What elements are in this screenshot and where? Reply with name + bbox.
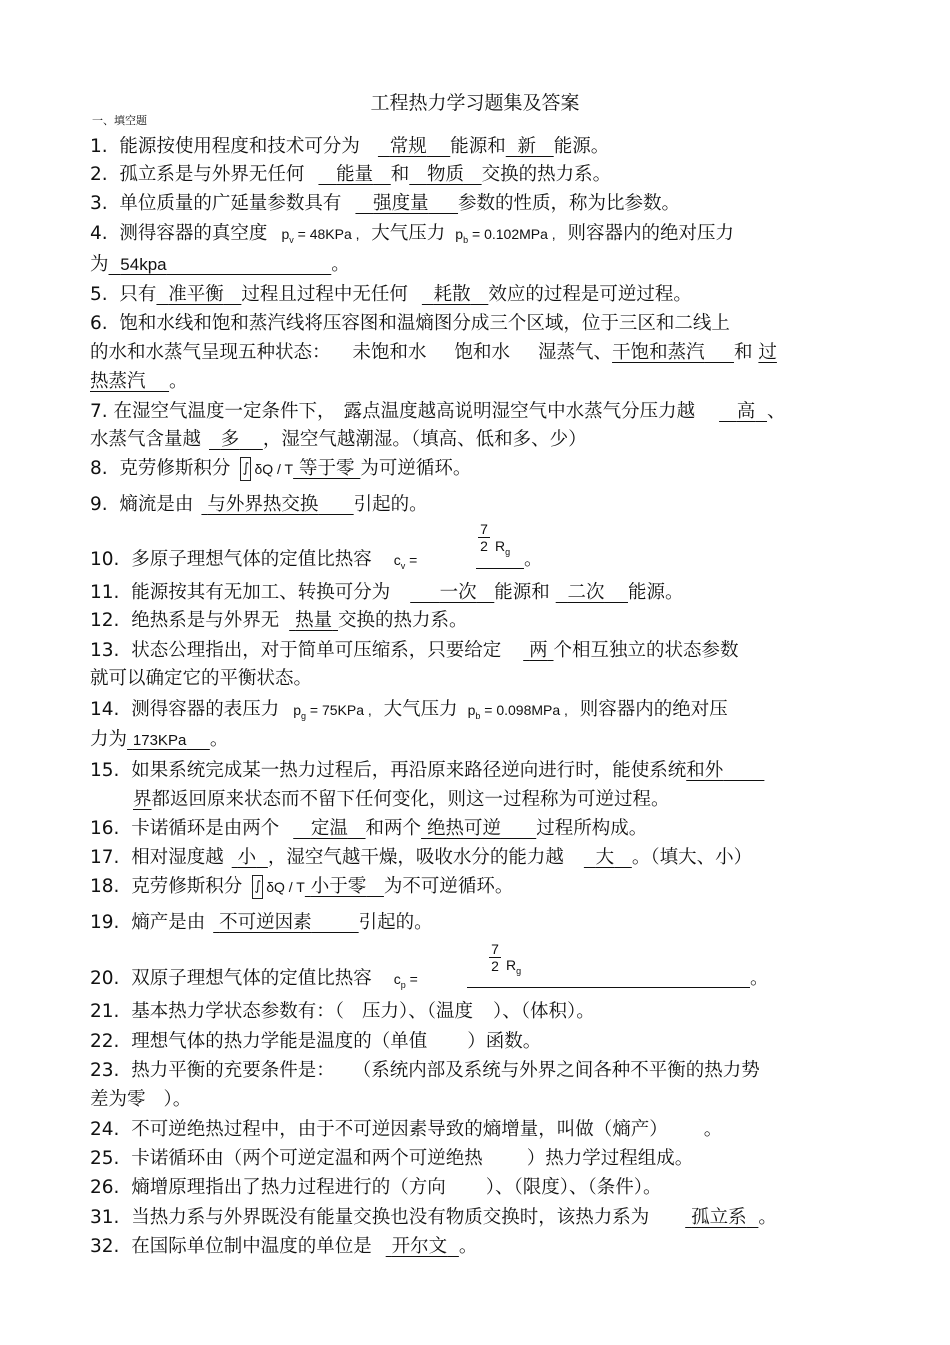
question-11: 11. 能源按其有无加工、转换可分为 一次 能源和 二次 能源。 — [90, 582, 684, 603]
answer-blank: 耗散 — [433, 284, 471, 305]
fraction-20: $\frac{7}{2}$ — [489, 941, 501, 974]
formula-cv: $c_v$ = — [393, 552, 418, 571]
answer-blank: 54kpa — [120, 255, 167, 274]
answer-blank: 能量 — [336, 164, 374, 185]
question-15: 15. 如果系统完成某一热力过程后，再沿原来路径逆向进行时，能使系统和外 — [90, 759, 764, 783]
question-23: 23. 热力平衡的充要条件是： （系统内部及系统与外界之间各种不平衡的热力势 — [90, 1060, 760, 1081]
gas-constant-20: $R_g$ — [506, 957, 522, 976]
question-18: 18. 克劳修斯积分 ∫ δQ / T 小于零 为不可逆循环。 — [90, 876, 514, 897]
question-14: 14. 测得容器的表压力 $p_g = 75KPa$ , 大气压力 $p_b = 0.098MPa$ , 则容器内的绝对压 — [90, 699, 728, 721]
question-17: 17. 相对湿度越 小 ，湿空气越干燥，吸收水分的能力越 大 。（填大、小） — [90, 847, 753, 868]
section-heading: 一、填空题 — [92, 114, 147, 127]
answer-blank: 小 — [237, 847, 257, 868]
question-4: 4. 测得容器的真空度 $p_v = 48KPa$ , 大气压力 $p_b = 0.102MPa$ , 则容器内的绝对压力 — [90, 223, 734, 245]
question-31: 31. 当热力系与外界既没有能量交换也没有物质交换时，该热力系为 孤立系 。 — [90, 1207, 777, 1228]
question-4-line2: 为 54kpa 。 — [90, 254, 350, 275]
answer-blank: 干饱和蒸汽 — [612, 342, 705, 363]
question-6: 6. 饱和水线和饱和蒸汽线将压容图和温熵图分成三个区域，位于三区和二线上 — [90, 313, 730, 334]
document-page: 工程热力学习题集及答案 一、填空题 1. 能源按使用程度和技术可分为 常规 能源和 新 能源。 2. 孤立系是与外界无任何 能量 和 物质 交换的热力系。 3. 单位质量的广延量参数具有 强度量 参数的性质，称为比参数。 4. 测得容器的真空度 $p_v = 48KPa$ , 大气压力 $p_b = 0.102MPa$ , 则容器内的绝对压力 为 54kpa 。 5. 只有 准平衡 过程且过程中无任何 耗散 效应的过程是可逆过程。 6. 饱和水线和饱和蒸汽线将压容图和温熵图分成三个区域，位于三区和二线上 的水和水蒸气呈现五种状态： 未饱和水 饱和水 湿蒸气、干饱和蒸汽 和 过 热蒸汽 。 7. 在湿空气温度一定条件下， 露点温度越高说明湿空气中水蒸气分压力越 高 、 水蒸气含量越 多 ，湿空气越潮湿。（填高、低和多、少） 8. 克劳修斯积分 ∫ δQ / T 等于零 为可逆循环。 9. 熵流是由 与外界热交换 引起的。 10. 多原子理想气体的定值比热容 $c_v$ = $\frac{7}{2}$ $R_g$ 。 11. 能源按其有无加工、转换可分为 一次 能源和 二次 能源。 12. 绝热系是与外界无 热量 交换的热力系。 13. 状态公理指出，对于简单可压缩系，只要给定 两 个相互独立的状态参数 就可以确定它的平衡状态。 14. 测得容器的表压力 $p_g = 75KPa$ , 大气压力 $p_b = 0.098MPa$ , 则容器内的绝对压 力为 173KPa 。 15. 如果系统完成某一热力过程后，再沿原来路径逆向进行时，能使系统和外 界都返回原来状态而不留下任何变化，则这一过程称为可逆过程。 16. 卡诺循环是由两个 定温 和两个 绝热可逆 过程所构成。 17. 相对湿度越 小 ，湿空气越干燥，吸收水分的能力越 大 。（填大、小） 18. 克劳修斯积分 ∫ δQ / T 小于零 为不可逆循环。 19. 熵产是由 不可逆因素 引起的。 20. 双原子理想气体的定值比热容 $c_p$ = $\frac{7}{2}$ $R_g$ 。 21. 基本热力学状态参数有：（ 压力）、（温度 ）、（体积）。 22. 理想气体的热力学能是温度的（单值 ）函数。 23. 热力平衡的充要条件是： （系统内部及系统与外界之间各种不平衡的热力势 差为零 ）。 24. 不可逆绝热过程中，由于不可逆因素导致的熵增量，叫做（熵产） 。 25. 卡诺循环由（两个可逆定温和两个可逆绝热 ）热力学过程组成。 26. 熵增原理指出了热力过程进行的（方向 ）、（限度）、（条件）。 31. 当热力系与外界既没有能量交换也没有物质交换时，该热力系为 孤立系 。 32. 在国际单位制中温度的单位是 开尔文 。 — [0, 0, 950, 1345]
question-26: 26. 熵增原理指出了热力过程进行的（方向 ）、（限度）、（条件）。 — [90, 1177, 662, 1198]
question-5: 5. 只有 准平衡 过程且过程中无任何 耗散 效应的过程是可逆过程。 — [90, 284, 692, 305]
answer-blank: 物质 — [426, 164, 464, 185]
question-13: 13. 状态公理指出，对于简单可压缩系，只要给定 两 个相互独立的状态参数 — [90, 640, 739, 661]
question-9: 9. 熵流是由 与外界热交换 引起的。 — [90, 494, 428, 515]
question-13-line2: 就可以确定它的平衡状态。 — [90, 668, 313, 689]
formula-atm: $p_b = 0.102MPa$ , — [455, 226, 556, 245]
answer-blank: 开尔文 — [391, 1236, 448, 1257]
answer-blank: 定温 — [310, 818, 348, 839]
formula-atm: $p_b = 0.098MPa$ , — [467, 702, 568, 721]
answer-blank: 热量 — [295, 610, 333, 631]
answer-blank: 多 — [220, 429, 240, 450]
answer-blank: 孤立系 — [691, 1207, 747, 1228]
question-6-line3: 热蒸汽 。 — [90, 371, 188, 392]
formula-vacuum: $p_v = 48KPa$ , — [281, 226, 360, 245]
answer-blank: 等于零 — [298, 458, 355, 479]
question-8: 8. 克劳修斯积分 ∫ δQ / T 等于零 为可逆循环。 — [90, 458, 472, 479]
question-15-line2: 界都返回原来状态而不留下任何变化，则这一过程称为可逆过程。 — [133, 789, 670, 810]
answer-blank: 准平衡 — [168, 284, 224, 305]
gas-constant-10: $R_g$ — [495, 538, 511, 557]
answer-blank: 界 — [133, 789, 152, 810]
answer-blank: 和外 — [686, 760, 724, 781]
question-19: 19. 熵产是由 不可逆因素 引起的。 — [90, 912, 433, 933]
question-12: 12. 绝热系是与外界无 热量 交换的热力系。 — [90, 610, 468, 631]
answer-blank: 两 — [529, 640, 548, 661]
answer-blank: 大 — [595, 847, 615, 868]
question-20: 20. 双原子理想气体的定值比热容 $c_p$ = — [90, 968, 418, 990]
answer-blank: 小于零 — [310, 876, 367, 897]
answer-blank: 新 — [517, 136, 537, 157]
answer-underline-10 — [476, 568, 524, 569]
page-title: 工程热力学习题集及答案 — [370, 92, 580, 114]
question-7-line2: 水蒸气含量越 多 ，湿空气越潮湿。（填高、低和多、少） — [90, 429, 587, 450]
answer-blank: 二次 — [567, 582, 605, 603]
integral-icon: ∫ — [252, 875, 263, 899]
question-3: 3. 单位质量的广延量参数具有 强度量 参数的性质，称为比参数。 — [90, 193, 681, 214]
formula-gauge: $p_g = 75KPa$ , — [293, 702, 372, 721]
question-10: 10. 多原子理想气体的定值比热容 $c_v$ = — [90, 549, 418, 571]
answer-blank: 绝热可逆 — [426, 818, 501, 839]
question-16: 16. 卡诺循环是由两个 定温 和两个 绝热可逆 过程所构成。 — [90, 818, 648, 839]
answer-blank: 过 — [758, 342, 777, 363]
question-7: 7. 在湿空气温度一定条件下， 露点温度越高说明湿空气中水蒸气分压力越 高 、 — [90, 401, 786, 422]
answer-blank: 一次 — [439, 582, 477, 603]
answer-underline-20 — [467, 987, 750, 988]
answer-blank: 不可逆因素 — [219, 912, 312, 933]
answer-blank: 高 — [736, 401, 756, 422]
question-2: 2. 孤立系是与外界无任何 能量 和 物质 交换的热力系。 — [90, 164, 612, 185]
question-6-line2: 的水和水蒸气呈现五种状态： 未饱和水 饱和水 湿蒸气、干饱和蒸汽 和 过 — [90, 342, 777, 363]
answer-blank: 与外界热交换 — [207, 494, 319, 515]
question-1: 1. 能源按使用程度和技术可分为 常规 能源和 新 能源。 — [90, 136, 610, 157]
question-21: 21. 基本热力学状态参数有：（ 压力）、（温度 ）、（体积）。 — [90, 1001, 595, 1022]
question-14-line2: 力为 173KPa 。 — [90, 729, 229, 750]
answer-blank: 热蒸汽 — [90, 371, 146, 392]
question-23-line2: 差为零 ）。 — [90, 1089, 192, 1110]
formula-cp: $c_p$ = — [393, 971, 418, 990]
answer-blank: 173KPa — [132, 732, 187, 749]
answer-blank: 常规 — [389, 136, 427, 157]
fraction-10: $\frac{7}{2}$ — [478, 521, 490, 554]
answer-blank: 强度量 — [373, 193, 429, 214]
question-32: 32. 在国际单位制中温度的单位是 开尔文 。 — [90, 1236, 478, 1257]
integral-icon: ∫ — [240, 457, 251, 481]
question-24: 24. 不可逆绝热过程中，由于不可逆因素导致的熵增量，叫做（熵产） 。 — [90, 1119, 723, 1140]
question-22: 22. 理想气体的热力学能是温度的（单值 ）函数。 — [90, 1031, 542, 1052]
question-25: 25. 卡诺循环由（两个可逆定温和两个可逆绝热 ）热力学过程组成。 — [90, 1148, 694, 1169]
